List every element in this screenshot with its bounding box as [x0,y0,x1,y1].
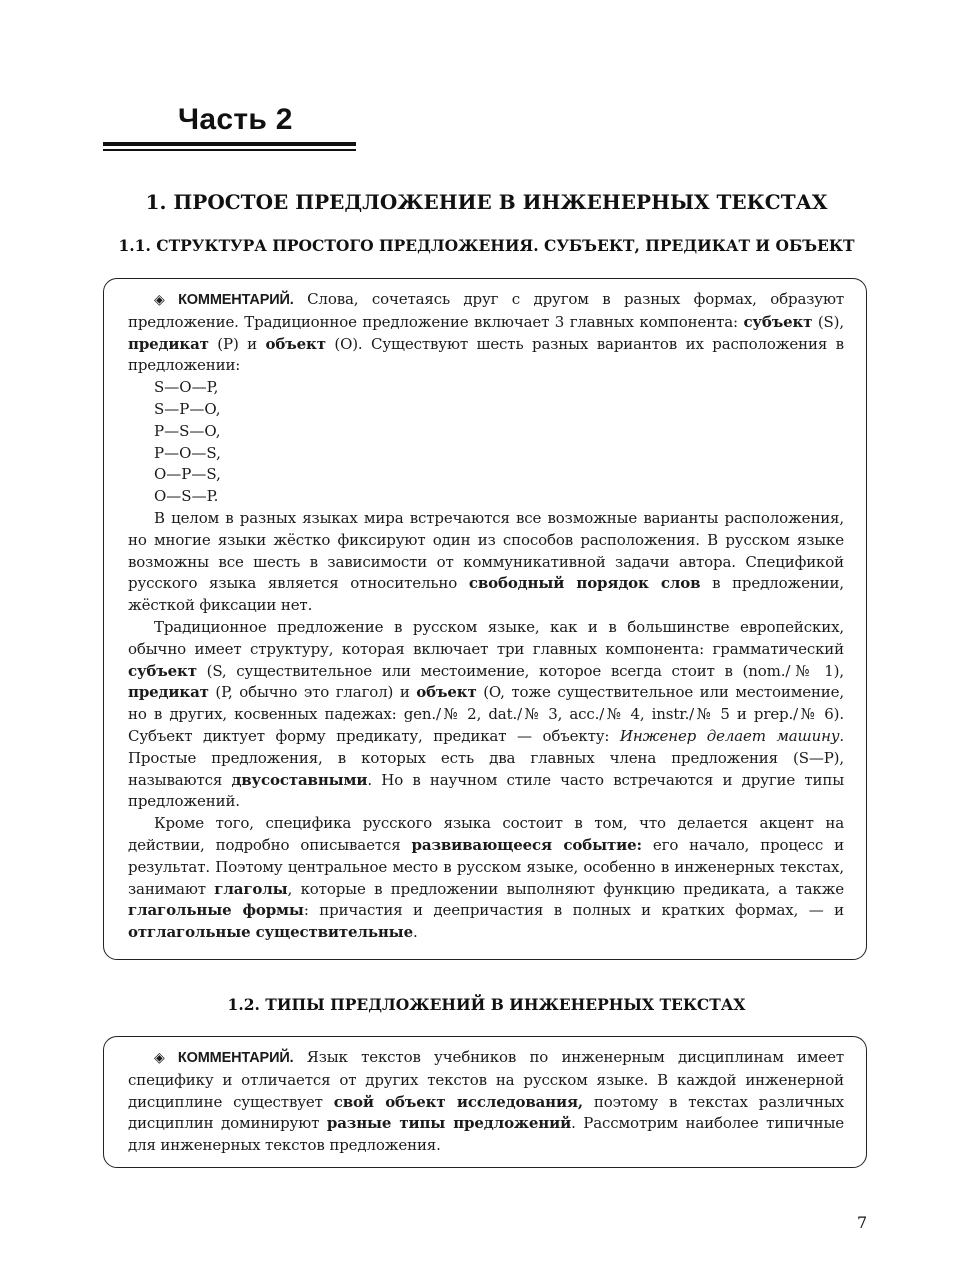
order-item: O—S—P. [154,487,219,506]
part-title-rule [103,142,356,146]
order-item: P—S—O, [154,421,221,440]
section-title: 1. ПРОСТОЕ ПРЕДЛОЖЕНИЕ В ИНЖЕНЕРНЫХ ТЕКСТАХ [145,190,828,214]
subsection-title: 1.1. СТРУКТУРА ПРОСТОГО ПРЕДЛОЖЕНИЯ. СУБЪЕКТ, ПРЕДИКАТ И ОБЪЕКТ [118,236,855,255]
order-item: S—P—O, [154,399,221,418]
diamond-icon: ◈ [154,292,165,308]
subsection-title: 1.2. ТИПЫ ПРЕДЛОЖЕНИЙ В ИНЖЕНЕРНЫХ ТЕКСТАХ [227,995,746,1014]
comment-paragraph: ◈ КОММЕНТАРИЙ. Язык текстов учебников по инженерным дисциплинам имеет специфику и отличается от других текстов на русском языке. В каждой инженерной дисциплине существует свой объект исследования, поэтому в текстах различных дисциплин доминируют разные типы предложений. Рассмотрим наиболее типичные для инженерных текстов предложения. [128,1048,844,1155]
comment-box [103,278,867,960]
order-item: P—O—S, [154,443,221,462]
body-paragraph: В целом в разных языках мира встречаются все возможные варианты расположения, но многие языки жёстко фиксируют один из способов расположения. В русском языке возможны все шесть в зависимости от коммуникативной задачи автора. Спецификой русского языка является относительно свободный порядок слов в предложении, жёсткой фиксации нет. [128,508,844,615]
part-title-rule-thin [103,149,356,151]
body-paragraph: Кроме того, специфика русского языка состоит в том, что делается акцент на действии, подробно описывается развивающееся событие: его начало, процесс и результат. Поэтому центральное место в русском языке, особенно в инженерных текстах, занимают глаголы, которые в предложении выполняют функцию предиката, а также глагольные формы: причастия и деепричастия в полных и кратких формах, — и отглагольные существительные. [128,814,844,942]
diamond-icon: ◈ [154,1050,165,1066]
order-item: S—O—P, [154,378,219,397]
comment-paragraph: ◈ КОММЕНТАРИЙ. Слова, сочетаясь друг с другом в разных формах, образуют предложение. Традиционное предложение включает 3 главных компонента: субъект (S), предикат (P) и объект (O). Существуют шесть разных вариантов их расположения в предложении: [128,290,844,375]
order-item: O—P—S, [154,465,221,484]
part-title: Часть 2 [178,103,293,136]
page-number: 7 [857,1213,868,1232]
comment-label: КОММЕНТАРИЙ. [178,292,294,308]
body-paragraph: Традиционное предложение в русском языке, как и в большинстве европейских, обычно имеет структуру, которая включает три главных компонента: грамматический субъект (S, существительное или местоимение, которое всегда стоит в (nom./№ 1), предикат (P, обычно это глагол) и объект (O, тоже существительное или местоимение, но в других, косвенных падежах: gen./№ 2, dat./№ 3, acc./№ 4, instr./№ 5 и prep./№ 6). Субъект диктует форму предикату, предикат — объекту: Инженер делает машину. Простые предложения, в которых есть два главных члена предложения (S—P), называются двусоставными. Но в научном стиле часто встречаются и другие типы предложений. [128,617,845,811]
comment-label: КОММЕНТАРИЙ. [177,1050,294,1066]
comment-box [103,1036,867,1168]
